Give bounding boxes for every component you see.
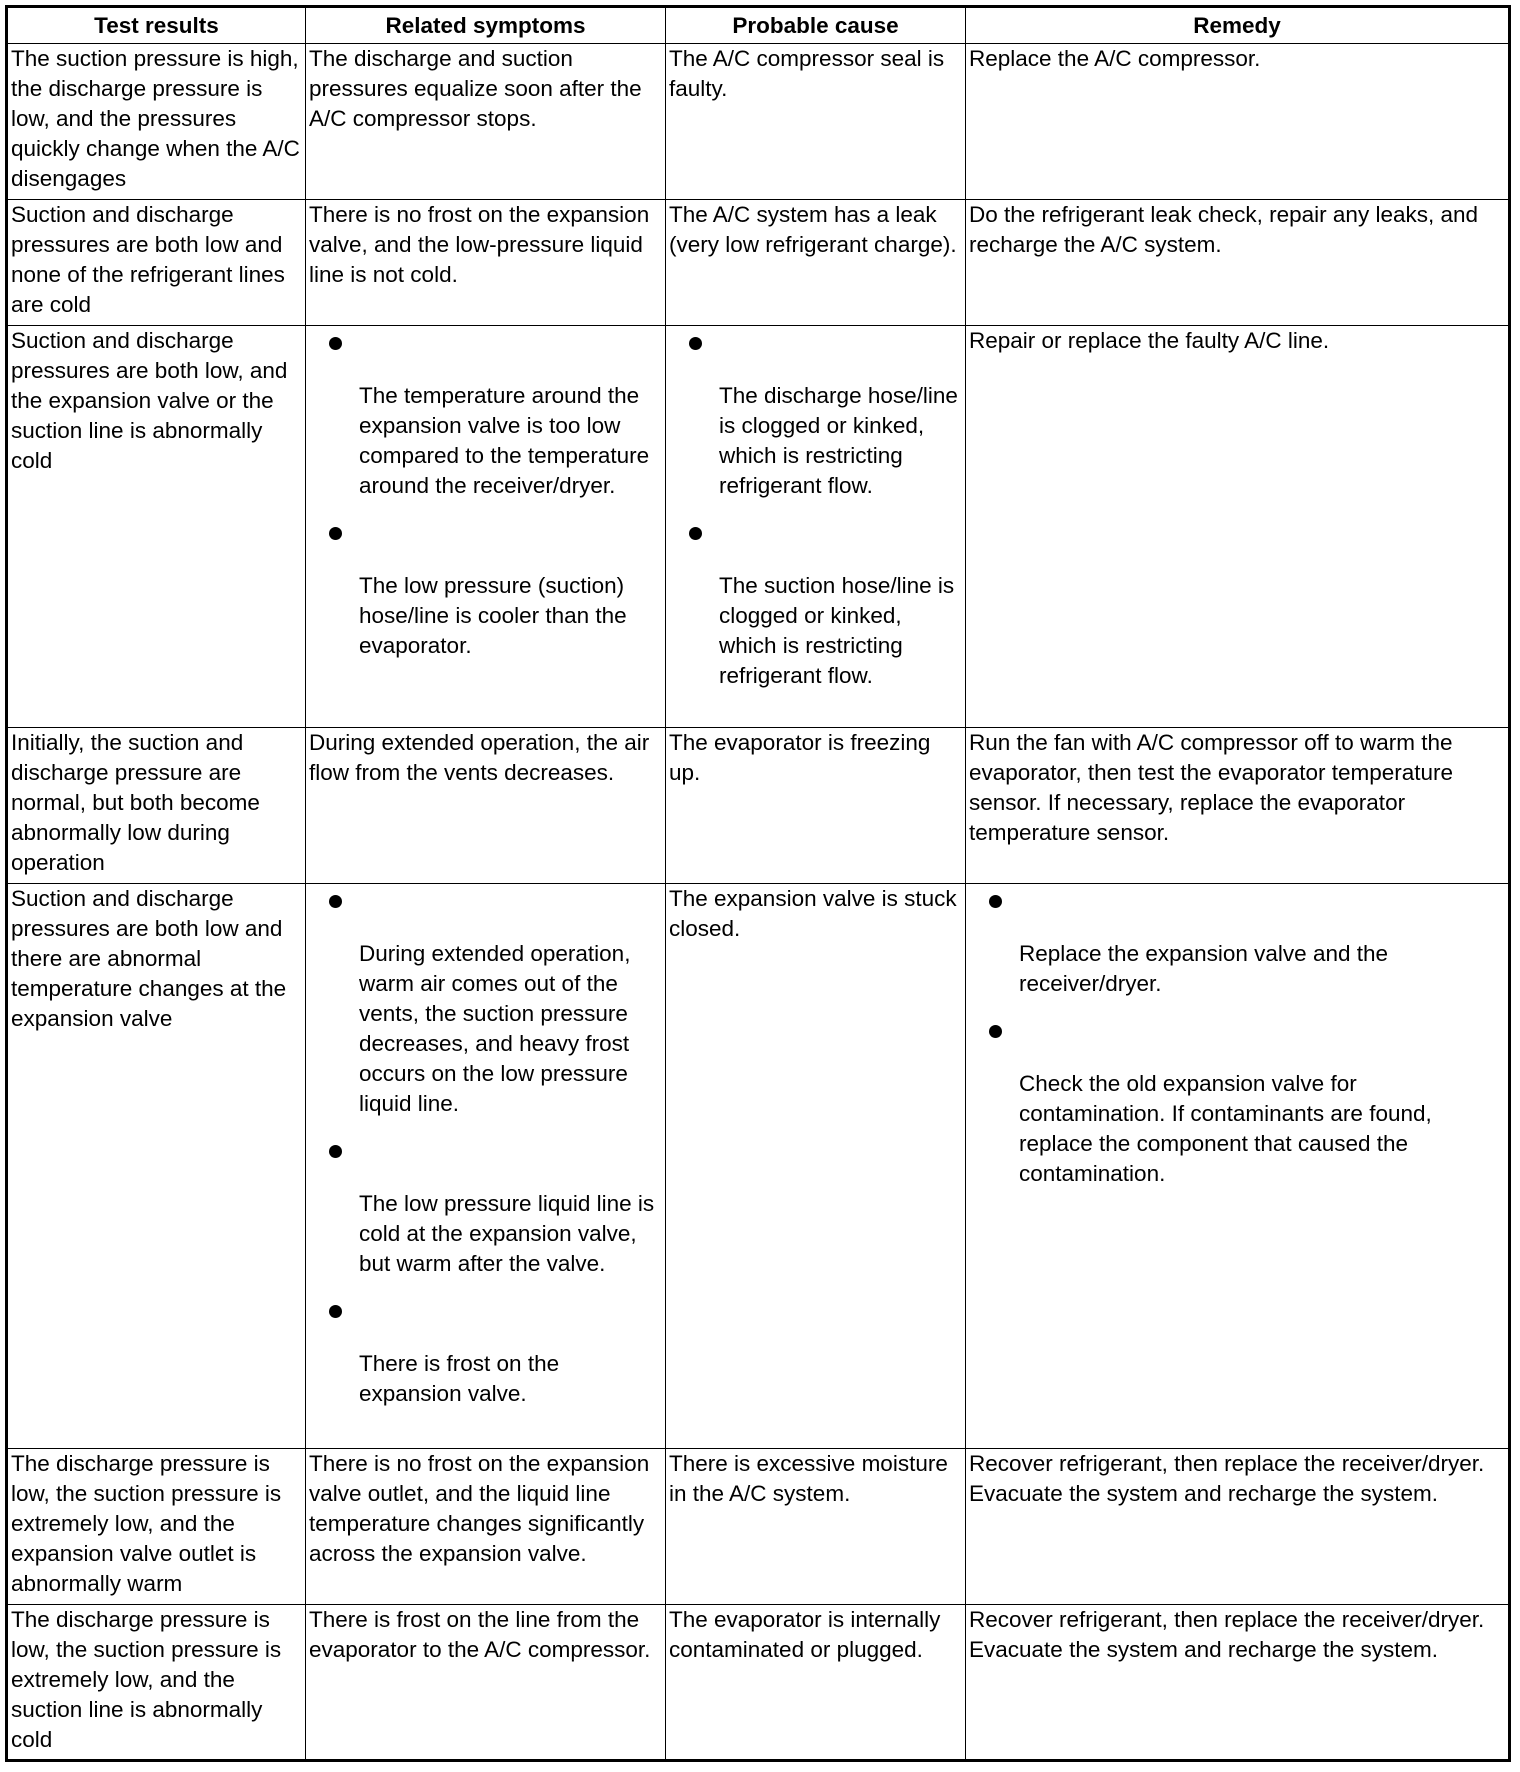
symptom-text: There is frost on the line from the evaporator to the A/C compressor. <box>309 1607 651 1662</box>
header-remedy: Remedy <box>966 7 1510 44</box>
symptoms-cell <box>306 728 666 884</box>
cause-text: The expansion valve is stuck closed. <box>669 886 957 941</box>
remedy-text: Do the refrigerant leak check, repair any leaks, and recharge the A/C system. <box>969 202 1479 257</box>
diagnosis-table <box>5 5 1511 1762</box>
test-result-cell: The discharge pressure is low, the suction pressure is extremely low, and the expansion valve outlet is abnormally warm <box>7 1449 306 1605</box>
symptom-bullet <box>309 1294 663 1409</box>
bullet-icon <box>989 1025 1002 1038</box>
symptom-bullet <box>309 516 663 661</box>
symptom-text: There is frost on the expansion valve. <box>359 1351 560 1406</box>
table-header-row <box>7 7 1510 44</box>
symptoms-cell <box>306 326 666 728</box>
table-row <box>7 326 1510 728</box>
cause-cell <box>666 1605 966 1761</box>
cause-text: The discharge hose/line is clogged or kinked, which is restricting refrigerant flow. <box>719 383 958 498</box>
remedy-text: Replace the A/C compressor. <box>969 46 1261 71</box>
remedy-cell <box>966 326 1510 728</box>
symptom-text: There is no frost on the expansion valve, and the low-pressure liquid line is not cold. <box>309 202 650 287</box>
table-row <box>7 44 1510 200</box>
bullet-icon <box>689 337 702 350</box>
test-result-cell: Initially, the suction and discharge pressure are normal, but both become abnormally low during operation <box>7 728 306 884</box>
cause-text: The A/C compressor seal is faulty. <box>669 46 945 101</box>
symptom-bullet <box>309 326 663 501</box>
cause-bullet <box>669 516 963 691</box>
document-page <box>5 5 1511 1762</box>
remedy-text: Recover refrigerant, then replace the receiver/dryer. Evacuate the system and recharge the system. <box>969 1607 1485 1662</box>
cause-text: The evaporator is freezing up. <box>669 730 931 785</box>
remedy-text: Check the old expansion valve for contamination. If contaminants are found, replace the component that caused the contamination. <box>1019 1071 1432 1186</box>
table-row <box>7 1605 1510 1761</box>
symptom-text: During extended operation, the air flow from the vents decreases. <box>309 730 650 785</box>
test-result-cell: Suction and discharge pressures are both low and none of the refrigerant lines are cold <box>7 200 306 326</box>
symptom-text: The temperature around the expansion valve is too low compared to the temperature around the receiver/dryer. <box>359 383 650 498</box>
symptom-text: During extended operation, warm air comes out of the vents, the suction pressure decreases, and heavy frost occurs on the low pressure liquid line. <box>359 941 631 1116</box>
remedy-cell <box>966 44 1510 200</box>
bullet-icon <box>329 1305 342 1318</box>
cause-text: There is excessive moisture in the A/C system. <box>669 1451 948 1506</box>
remedy-cell <box>966 728 1510 884</box>
cause-cell <box>666 44 966 200</box>
symptoms-cell <box>306 200 666 326</box>
remedy-cell <box>966 1449 1510 1605</box>
cause-cell <box>666 326 966 728</box>
remedy-cell <box>966 1605 1510 1761</box>
header-probable-cause: Probable cause <box>666 7 966 44</box>
test-result-cell: Suction and discharge pressures are both low and there are abnormal temperature changes at the expansion valve <box>7 884 306 1449</box>
symptom-text: The low pressure liquid line is cold at the expansion valve, but warm after the valve. <box>359 1191 655 1276</box>
symptoms-cell <box>306 884 666 1449</box>
cause-cell <box>666 1449 966 1605</box>
remedy-text: Recover refrigerant, then replace the receiver/dryer. Evacuate the system and recharge the system. <box>969 1451 1485 1506</box>
cause-bullet <box>669 326 963 501</box>
table-row <box>7 728 1510 884</box>
cause-text: The evaporator is internally contaminated or plugged. <box>669 1607 941 1662</box>
remedy-text: Replace the expansion valve and the receiver/dryer. <box>1019 941 1389 996</box>
cause-text: The A/C system has a leak (very low refrigerant charge). <box>669 202 957 257</box>
header-test-results: Test results <box>7 7 306 44</box>
cause-cell <box>666 884 966 1449</box>
remedy-cell <box>966 884 1510 1449</box>
remedy-text: Repair or replace the faulty A/C line. <box>969 328 1330 353</box>
remedy-bullet <box>969 884 1506 999</box>
symptoms-cell <box>306 44 666 200</box>
bullet-icon <box>689 527 702 540</box>
header-related-symptoms: Related symptoms <box>306 7 666 44</box>
table-row <box>7 884 1510 1449</box>
test-result-cell: The discharge pressure is low, the suction pressure is extremely low, and the suction line is abnormally cold <box>7 1605 306 1761</box>
bullet-icon <box>329 337 342 350</box>
symptom-bullet <box>309 1134 663 1279</box>
remedy-text: Run the fan with A/C compressor off to warm the evaporator, then test the evaporator temperature sensor. If necessary, replace the evaporator temperature sensor. <box>969 730 1454 845</box>
bullet-icon <box>989 895 1002 908</box>
cause-text: The suction hose/line is clogged or kinked, which is restricting refrigerant flow. <box>719 573 955 688</box>
symptoms-cell <box>306 1605 666 1761</box>
cause-cell <box>666 200 966 326</box>
remedy-bullet <box>969 1014 1506 1189</box>
symptoms-cell <box>306 1449 666 1605</box>
bullet-icon <box>329 895 342 908</box>
symptom-bullet <box>309 884 663 1119</box>
symptom-text: There is no frost on the expansion valve outlet, and the liquid line temperature changes significantly across the expansion valve. <box>309 1451 650 1566</box>
test-result-cell: Suction and discharge pressures are both low, and the expansion valve or the suction line is abnormally cold <box>7 326 306 728</box>
symptom-text: The low pressure (suction) hose/line is cooler than the evaporator. <box>359 573 627 658</box>
bullet-icon <box>329 1145 342 1158</box>
symptom-text: The discharge and suction pressures equalize soon after the A/C compressor stops. <box>309 46 642 131</box>
bullet-icon <box>329 527 342 540</box>
table-row <box>7 1449 1510 1605</box>
cause-cell <box>666 728 966 884</box>
remedy-cell <box>966 200 1510 326</box>
test-result-cell: The suction pressure is high, the discharge pressure is low, and the pressures quickly change when the A/C disengages <box>7 44 306 200</box>
table-row <box>7 200 1510 326</box>
